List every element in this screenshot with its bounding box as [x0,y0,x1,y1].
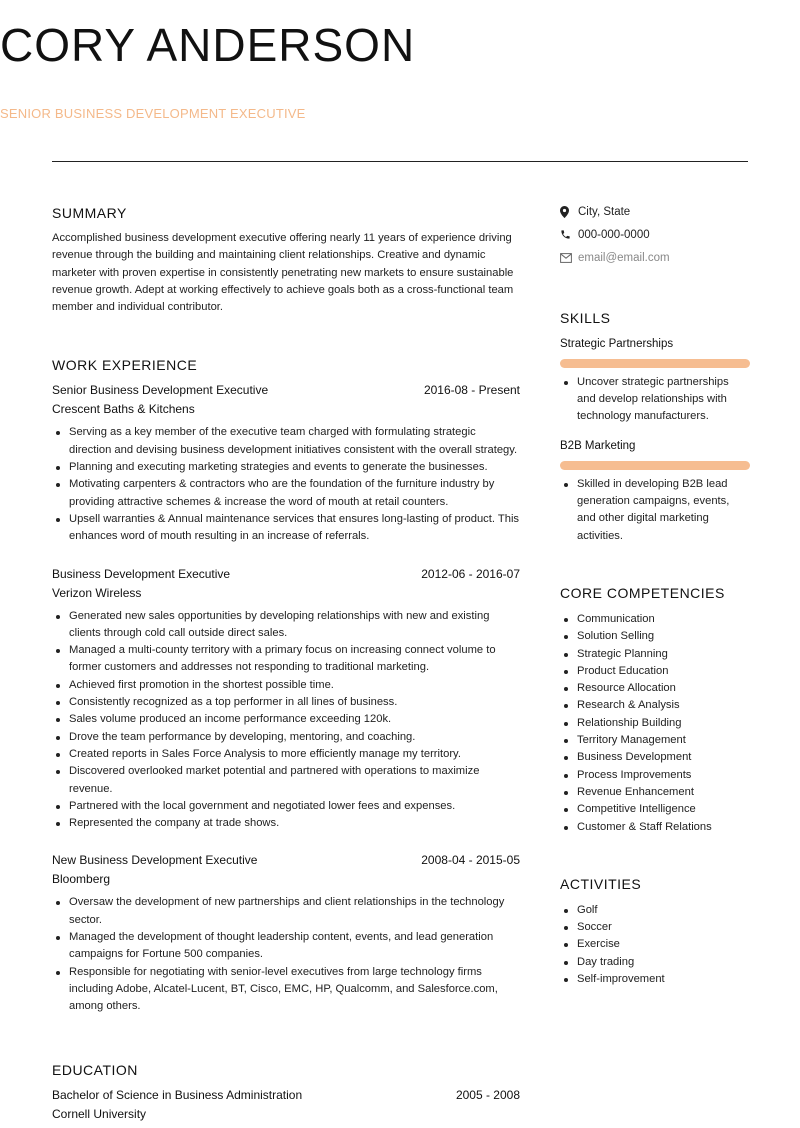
core-competencies-heading: CORE COMPETENCIES [560,584,725,601]
education-degree: Bachelor of Science in Business Administration [52,1087,303,1102]
activity-item: Soccer [560,919,750,936]
job-bullet: Generated new sales opportunities by developing relationships with new and existing clients through cold call outside direct sales. [52,608,520,643]
activity-item: Self-improvement [560,971,750,988]
activities-heading: ACTIVITIES [560,875,642,892]
education-heading: EDUCATION [52,1061,138,1078]
map-pin-icon [560,206,578,218]
summary-heading: SUMMARY [52,205,127,221]
skill-level-bar [560,359,750,368]
skill-bullets [560,374,750,426]
sidebar-column [560,200,750,988]
activity-item: Day trading [560,954,750,971]
competency-item: Customer & Staff Relations [560,819,750,836]
competency-item: Research & Analysis [560,697,750,714]
job-dates: 2012-06 - 2016-07 [421,566,520,581]
work-experience-section [52,357,520,1015]
job-title: Senior Business Development Executive [52,383,269,398]
job-title: Business Development Executive [52,566,231,581]
job-bullet: Consistently recognized as a top performer in all lines of business. [52,694,520,711]
location-text: City, State [578,205,631,218]
skills-section [560,310,750,545]
job-company: Bloomberg [52,872,111,887]
competency-item: Solution Selling [560,628,750,645]
job-bullet: Created reports in Sales Force Analysis to more efficiently manage my territory. [52,746,520,763]
skill-item [560,440,750,545]
job-bullet: Achieved first promotion in the shortest possible time. [52,677,520,694]
job-bullets [52,608,520,833]
job-bullet: Responsible for negotiating with senior-level executives from large technology firms including Adobe, Alcatel-Lucent, BT, Cisco, EMC, HP, Qualcomm, and Salesforce.com, among others. [52,964,520,1016]
competency-item: Process Improvements [560,767,750,784]
skill-name: B2B Marketing [560,439,636,452]
envelope-icon [560,253,578,263]
job-company: Verizon Wireless [52,585,142,600]
education-section [52,1062,520,1124]
job-bullet: Managed a multi-county territory with a primary focus on increasing connect volume to former customers and addresses not responding to traditional marketing. [52,642,520,677]
email-link[interactable]: email@email.com [578,252,670,265]
job-dates: 2016-08 - Present [423,383,520,398]
skill-bullet: Skilled in developing B2B lead generation campaigns, events, and other digital marketing activities. [560,476,750,545]
skill-item [560,338,750,426]
job-bullet: Sales volume produced an income performance exceeding 120k. [52,711,520,728]
contact-section [560,200,750,270]
skill-bullets [560,476,750,545]
job-bullets [52,424,520,545]
phone-text: 000-000-0000 [578,228,650,241]
candidate-name: CORY ANDERSON [0,19,416,71]
job-bullets [52,894,520,1015]
competency-item: Revenue Enhancement [560,784,750,801]
skill-name: Strategic Partnerships [560,337,674,350]
job-title: New Business Development Executive [52,853,258,868]
activity-item: Golf [560,902,750,919]
work-experience-heading: WORK EXPERIENCE [52,357,198,374]
job-bullet: Managed the development of thought leadership content, events, and lead generation campaigns for Fortune 500 companies. [52,929,520,964]
job-bullet: Upsell warranties & Annual maintenance services that ensures long-lasting of product. This enhances word of mouth resulting in an increase of referrals. [52,511,520,546]
job-bullet: Represented the company at trade shows. [52,815,520,832]
core-competencies-section [560,585,750,836]
header-divider [52,161,748,162]
job-bullet: Oversaw the development of new partnerships and client relationships in the technology sector. [52,894,520,929]
activity-item: Exercise [560,936,750,953]
competency-item: Territory Management [560,732,750,749]
activities-list [560,902,750,988]
competency-item: Strategic Planning [560,646,750,663]
education-dates: 2005 - 2008 [455,1087,520,1102]
competency-item: Product Education [560,663,750,680]
education-school: Cornell University [52,1106,147,1121]
summary-text: Accomplished business development executive offering nearly 11 years of experience driving revenue through the building and maintaining client relationships. Creative and dynamic marketer with proven expertise in consistently penetrating new markets to ensure sustainable revenue growth. Adept at working effectively to achieve goals both as a cross-functional team member and individual contributor. [52,232,514,314]
job-entry [52,851,520,1015]
competency-item: Relationship Building [560,715,750,732]
job-bullet: Drove the team performance by developing, mentoring, and coaching. [52,729,520,746]
job-company: Crescent Baths & Kitchens [52,402,195,417]
main-column [52,205,520,1124]
job-dates: 2008-04 - 2015-05 [421,853,520,868]
job-bullet: Motivating carpenters & contractors who are the foundation of the furniture industry by providing attractive schemes & increase the word of mouth at retail counters. [52,476,520,511]
contact-location [560,200,750,223]
job-bullet: Partnered with the local government and negotiated lower fees and expenses. [52,798,520,815]
competencies-list [560,611,750,836]
competency-item: Communication [560,611,750,628]
job-entry [52,381,520,545]
job-bullet: Planning and executing marketing strategies and events to generate the businesses. [52,459,520,476]
job-entry [52,565,520,833]
candidate-title: SENIOR BUSINESS DEVELOPMENT EXECUTIVE [0,106,306,121]
contact-phone [560,223,750,246]
competency-item: Competitive Intelligence [560,801,750,818]
skills-heading: SKILLS [560,309,611,326]
skill-bullet: Uncover strategic partnerships and develop relationships with technology manufacturers. [560,374,750,426]
skill-level-bar [560,461,750,470]
summary-section [52,205,520,316]
job-bullet: Serving as a key member of the executive team charged with formulating strategic direction and devising business development initiatives consistent with the overall strategy. [52,424,520,459]
competency-item: Resource Allocation [560,680,750,697]
phone-icon [560,229,578,240]
contact-email[interactable] [560,247,750,270]
job-bullet: Discovered overlooked market potential and partnered with operations to maximize revenue. [52,763,520,798]
activities-section [560,876,750,988]
competency-item: Business Development [560,749,750,766]
